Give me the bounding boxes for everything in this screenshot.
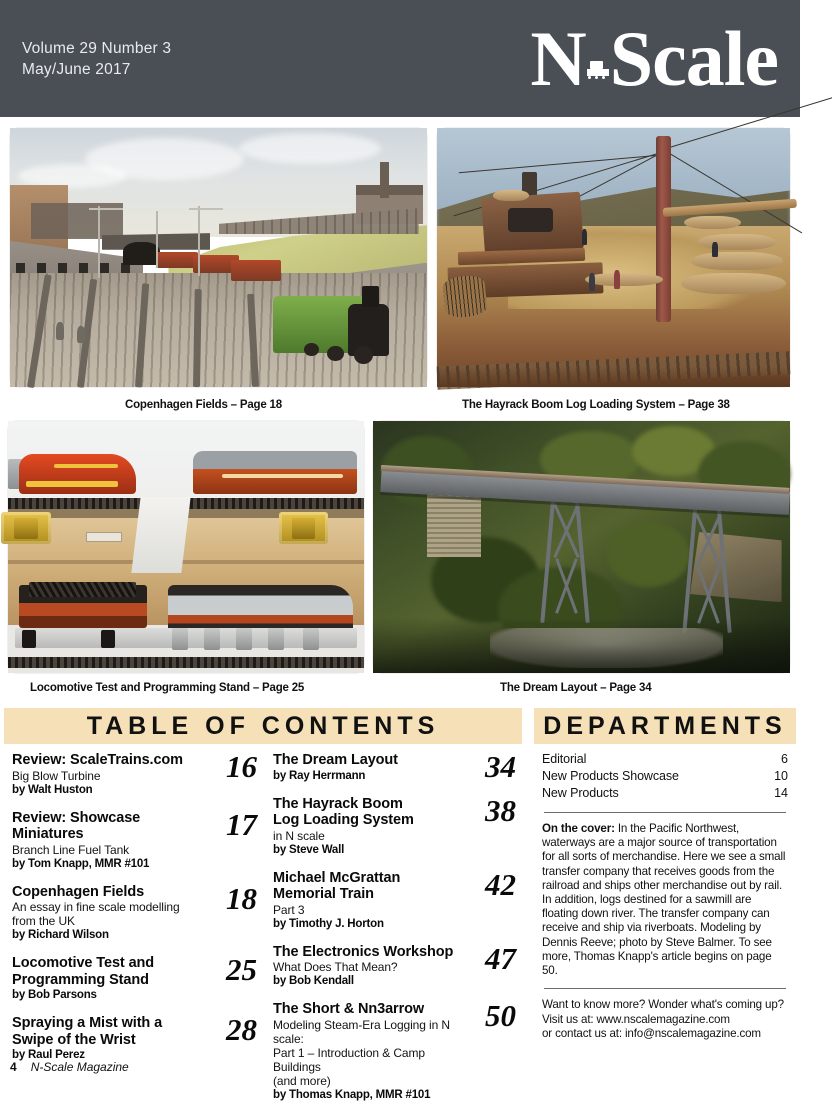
toc-entry-title: The Hayrack Boom Log Loading System — [273, 795, 414, 828]
toc-entry-title: Review: Showcase Miniatures — [12, 809, 141, 842]
on-the-cover-label: On the cover: — [542, 822, 615, 835]
toc-entry-subtitle: Branch Line Fuel Tank — [12, 842, 130, 857]
caption-hayrack-boom: The Hayrack Boom Log Loading System – Page 38 — [462, 399, 730, 411]
photo-dream-layout — [373, 421, 790, 673]
toc-entry[interactable] — [12, 749, 257, 797]
toc-entry-subtitle: Modeling Steam-Era Logging in N scale: Part 1 – Introduction & Camp Buildings (and more) — [273, 1017, 450, 1088]
footer-page-number: 4 — [10, 1060, 17, 1074]
divider — [544, 812, 786, 813]
departments-section — [534, 708, 796, 1042]
toc-entry-page: 34 — [485, 749, 516, 784]
footer-magazine-name: N-Scale Magazine — [30, 1060, 129, 1074]
toc-entry-page: 18 — [226, 880, 257, 916]
toc-entry-page: 16 — [226, 749, 257, 784]
toc-entry[interactable] — [273, 792, 516, 857]
toc-entry-page: 38 — [485, 792, 516, 828]
toc-entry[interactable] — [273, 749, 516, 784]
toc-entry-byline: by Steve Wall — [273, 843, 345, 856]
toc-entry-page: 17 — [226, 806, 257, 842]
on-the-cover-text: In the Pacific Northwest, waterways are a major source of transportation for all sorts of merchandise. Here we see a small transfer company that receives goods from the railroad and ships other merchandise out by rail. In addition, logs destined for a sawmill are floating down river. The transfer company can receive and ship via riverboats. Modeling by Dennis Reeve; photo by Steve Balmer. To see more, Thomas Knapp's article begins on page 50. — [542, 822, 786, 978]
department-row[interactable] — [542, 768, 788, 785]
toc-entry-page: 42 — [485, 866, 516, 902]
date-line: May/June 2017 — [22, 60, 131, 78]
toc-entry[interactable] — [273, 998, 516, 1102]
more-info-line-3[interactable]: or contact us at: info@nscalemagazine.com — [542, 1027, 761, 1041]
toc-entry[interactable] — [273, 940, 516, 989]
toc-entry-byline: by Bob Parsons — [12, 989, 97, 1001]
toc-right-column — [263, 749, 522, 1115]
toc-entry-title: The Short & Nn3arrow — [273, 1001, 425, 1017]
toc-entry-byline: by Timothy J. Horton — [273, 917, 384, 930]
logo-n: N — [530, 14, 586, 102]
department-page: 6 — [781, 752, 788, 766]
photo-copenhagen-fields — [10, 128, 427, 387]
toc-title-bar — [4, 708, 522, 744]
toc-entry-byline: by Tom Knapp, MMR #101 — [12, 857, 150, 870]
train-dash-icon — [587, 69, 609, 76]
department-row[interactable] — [542, 785, 788, 802]
toc-entry-title: Spraying a Mist with a Swipe of the Wrist — [12, 1015, 163, 1048]
toc-entry-title: The Dream Layout — [273, 752, 398, 768]
toc-entry-byline: by Ray Herrmann — [273, 769, 366, 782]
toc-entry-subtitle: in N scale — [273, 828, 325, 843]
toc-entry-byline: by Raul Perez — [12, 1049, 85, 1061]
toc-entry-page: 47 — [485, 940, 516, 976]
department-name: Editorial — [542, 752, 587, 766]
toc-entry-page: 50 — [485, 998, 516, 1033]
department-page: 14 — [774, 786, 788, 800]
caption-copenhagen-fields: Copenhagen Fields – Page 18 — [125, 399, 282, 411]
volume-line: Volume 29 Number 3 — [22, 39, 172, 57]
toc-entry-subtitle: Part 3 — [273, 902, 305, 917]
page-footer — [10, 1060, 129, 1074]
department-page: 10 — [774, 769, 788, 783]
toc-entry-subtitle: What Does That Mean? — [273, 960, 398, 974]
toc-entry-title: Copenhagen Fields — [12, 883, 145, 900]
toc-entry-page: 25 — [226, 952, 257, 987]
divider — [544, 988, 786, 989]
table-of-contents-section — [4, 708, 522, 1115]
toc-entry-byline: by Walt Huston — [12, 783, 93, 796]
photo-locomotive-test-stand — [8, 421, 364, 673]
more-info-block — [542, 998, 788, 1042]
toc-entry-page: 28 — [226, 1012, 257, 1047]
department-name: New Products Showcase — [542, 769, 679, 783]
toc-entry-subtitle: An essay in fine scale modelling from the UK — [12, 900, 180, 928]
photo-hayrack-boom — [437, 128, 790, 387]
toc-entry-byline: by Thomas Knapp, MMR #101 — [273, 1088, 431, 1101]
toc-entry-title: Locomotive Test and Programming Stand — [12, 955, 155, 988]
toc-entry-title: Michael McGrattan Memorial Train — [273, 869, 401, 902]
logo-scale: Scale — [609, 14, 778, 102]
department-row[interactable] — [542, 751, 788, 768]
toc-entry-byline: by Richard Wilson — [12, 929, 109, 941]
toc-entry-title: Review: ScaleTrains.com — [12, 752, 183, 768]
logo-wrapper — [530, 14, 800, 102]
departments-title: DEPARTMENTS — [543, 711, 787, 740]
toc-entry[interactable] — [273, 866, 516, 931]
issue-info — [0, 38, 171, 80]
toc-entry[interactable] — [12, 952, 257, 1002]
caption-dream-layout: The Dream Layout – Page 34 — [500, 682, 652, 694]
toc-entry-byline: by Bob Kendall — [273, 975, 354, 987]
toc-entry[interactable] — [12, 806, 257, 871]
toc-entry-subtitle: Big Blow Turbine — [12, 768, 101, 783]
masthead — [0, 0, 800, 117]
departments-title-bar — [534, 708, 796, 744]
toc-title: TABLE OF CONTENTS — [86, 711, 440, 740]
caption-locomotive-test-stand: Locomotive Test and Programming Stand – Page 25 — [30, 682, 305, 694]
more-info-line-1: Want to know more? Wonder what's coming up? — [542, 998, 784, 1012]
more-info-line-2[interactable]: Visit us at: www.nscalemagazine.com — [542, 1012, 730, 1026]
toc-entry[interactable] — [12, 880, 257, 943]
case-label — [86, 532, 122, 542]
toc-entry-title: The Electronics Workshop — [273, 943, 454, 960]
department-name: New Products — [542, 786, 619, 800]
nscale-logo — [530, 14, 778, 102]
toc-entry[interactable] — [12, 1012, 257, 1062]
on-the-cover-block — [542, 822, 788, 978]
